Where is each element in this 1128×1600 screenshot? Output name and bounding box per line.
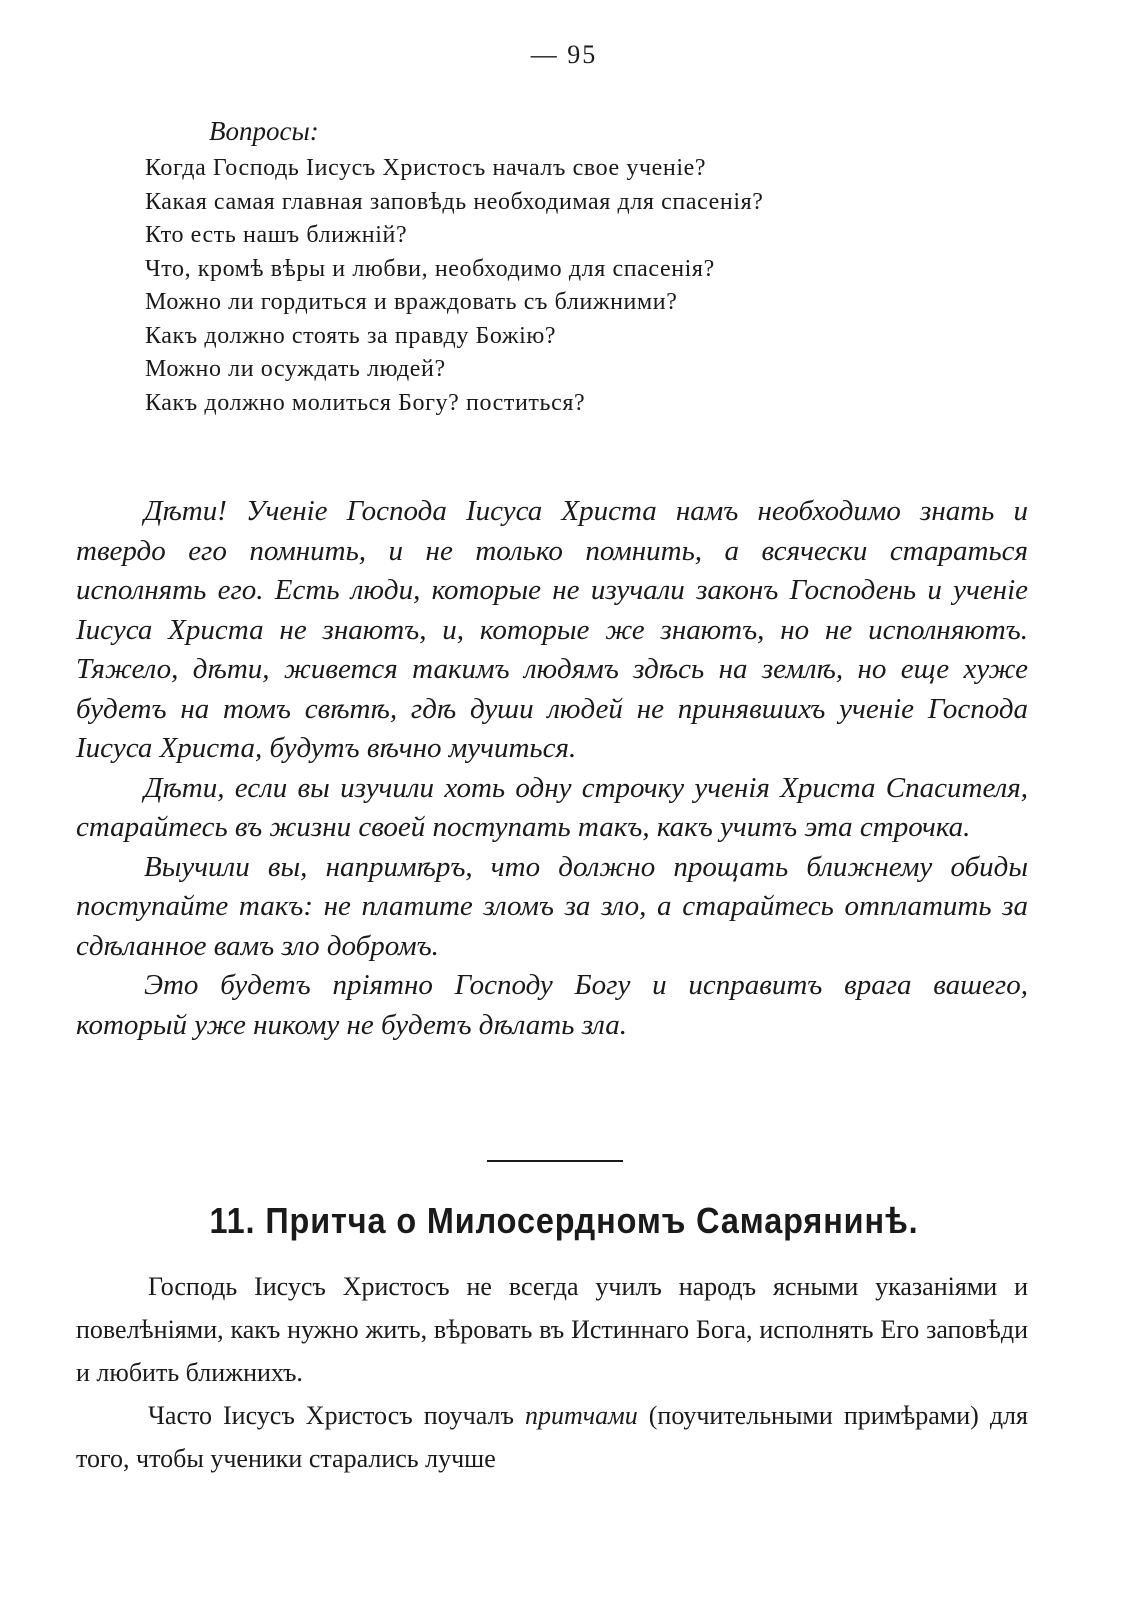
question-item: Что, кромѣ вѣры и любви, необходимо для спасенія? xyxy=(145,255,715,282)
exhortation-paragraph: Дѣти, если вы изучили хоть одну строчку ученія Христа Спасителя, старайтесь въ жизни своей поступать такъ, какъ учитъ эта строчка. xyxy=(76,771,1028,843)
body-text-run: (поучительными примѣрами) для того, чтобы ученики старались лучше xyxy=(76,1401,1028,1473)
exhortation-paragraph: Выучили вы, напримѣръ, что должно прощать ближнему обиды поступайте такъ: не платите зломъ за зло, а старайтесь отплатить за сдѣланное вамъ зло добромъ. xyxy=(76,850,1028,962)
question-item: Можно ли гордиться и враждовать съ ближними? xyxy=(145,289,678,315)
question-item: Какъ должно молиться Богу? поститься? xyxy=(145,389,586,416)
body-paragraph xyxy=(76,1394,1028,1480)
emphasis-word: притчами xyxy=(524,1401,638,1430)
exhortation-block xyxy=(76,492,1028,1045)
section-body xyxy=(76,1265,1028,1480)
page-number: — 95 xyxy=(530,40,598,69)
exhortation-paragraph: Это будетъ пріятно Господу Богу и исправитъ врага вашего, который уже никому не будетъ дѣлать зла. xyxy=(76,969,1028,1041)
questions-block xyxy=(145,110,1005,420)
question-item: Кто есть нашъ ближній? xyxy=(145,222,408,248)
body-paragraph: Господь Іисусъ Христосъ не всегда училъ народъ ясными указаніями и повелѣніями, какъ нужно жить, вѣровать въ Истиннаго Бога, исполнять Его заповѣди и любить ближнихъ. xyxy=(76,1272,1028,1387)
exhortation-paragraph: Дѣти! Ученіе Господа Іисуса Христа намъ необходимо знать и твердо его помнить, и не только помнить, а всячески стараться исполнять его. Есть люди, которые не изучали законъ Господень и ученіе Іисуса Христа не знаютъ, и, которые же знаютъ, но не исполняютъ. Тяжело, дѣти, живется такимъ людямъ здѣсь на землѣ, но еще хуже будетъ на томъ свѣтѣ, гдѣ души людей не принявшихъ ученіе Господа Іисуса Христа, будутъ вѣчно мучиться. xyxy=(76,495,1028,764)
question-item: Какъ должно стоять за правду Божію? xyxy=(145,322,557,349)
body-text-run: Часто Іисусъ Христосъ поучалъ xyxy=(148,1401,525,1430)
question-item: Какая самая главная заповѣдь необходимая для спасенія? xyxy=(145,188,764,215)
section-divider xyxy=(487,1160,623,1162)
question-item: Когда Господь Іисусъ Христосъ началъ свое ученіе? xyxy=(145,155,707,181)
section-title: 11. Притча о Милосердномъ Самарянинѣ. xyxy=(209,1200,919,1241)
questions-heading: Вопросы: xyxy=(209,116,319,146)
question-item: Можно ли осуждать людей? xyxy=(145,356,446,382)
